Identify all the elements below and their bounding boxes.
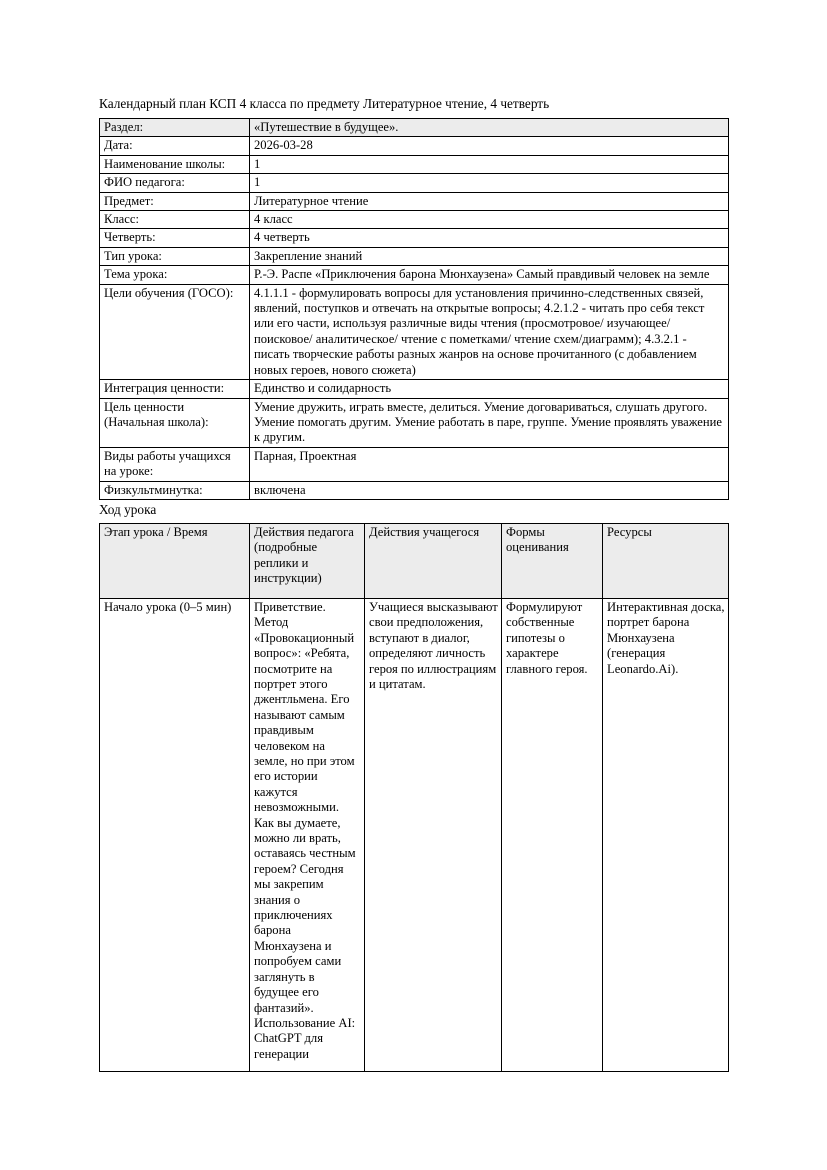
table-header-row <box>100 523 729 598</box>
info-value: 1 <box>250 174 729 192</box>
table-row <box>100 119 729 137</box>
info-value: 4 класс <box>250 211 729 229</box>
table-row <box>100 284 729 379</box>
table-row <box>100 174 729 192</box>
cell-resources: Интерактивная доска, портрет барона Мюнхаузена (генерация Leonardo.Ai). <box>603 598 729 1071</box>
cell-teacher-actions: Приветствие. Метод «Провокационный вопрос»: «Ребята, посмотрите на портрет этого джентльмена. Его называют самым правдивым человеком на земле, но при этом его истории кажутся невозможными. Как вы думаете, можно ли врать, оставаясь честным героем? Сегодня мы закрепим знания о приключениях барона Мюнхаузена и попробуем сами заглянуть в будущее его фантазий». Использование AI: ChatGPT для генерации <box>250 598 365 1071</box>
table-row <box>100 211 729 229</box>
info-value: Р.-Э. Распе «Приключения барона Мюнхаузена» Самый правдивый человек на земле <box>250 266 729 284</box>
table-row <box>100 380 729 398</box>
info-value: включена <box>250 481 729 499</box>
info-label: Физкультминутка: <box>100 481 250 499</box>
info-label: Дата: <box>100 137 250 155</box>
table-row <box>100 266 729 284</box>
column-header-student-actions: Действия учащегося <box>365 523 502 598</box>
info-label: Наименование школы: <box>100 155 250 173</box>
info-label: Тема урока: <box>100 266 250 284</box>
table-row <box>100 447 729 481</box>
info-label: Предмет: <box>100 192 250 210</box>
page-title: Календарный план КСП 4 класса по предмету Литературное чтение, 4 четверть <box>99 96 550 111</box>
lesson-flow-body <box>100 598 729 1071</box>
table-row <box>100 598 729 1071</box>
table-row <box>100 137 729 155</box>
column-header-stage: Этап урока / Время <box>100 523 250 598</box>
info-label: Цели обучения (ГОСО): <box>100 284 250 379</box>
info-label: Раздел: <box>100 119 250 137</box>
info-value: Единство и солидарность <box>250 380 729 398</box>
column-header-teacher-actions: Действия педагога (подробные реплики и инструкции) <box>250 523 365 598</box>
info-label: Виды работы учащихся на уроке: <box>100 447 250 481</box>
info-label: ФИО педагога: <box>100 174 250 192</box>
table-row <box>100 481 729 499</box>
cell-assessment: Формулируют собственные гипотезы о характере главного героя. <box>502 598 603 1071</box>
table-row <box>100 192 729 210</box>
table-row <box>100 398 729 447</box>
column-header-assessment: Формы оценивания <box>502 523 603 598</box>
info-value: 2026-03-28 <box>250 137 729 155</box>
info-label: Класс: <box>100 211 250 229</box>
info-value: «Путешествие в будущее». <box>250 119 729 137</box>
info-label: Тип урока: <box>100 247 250 265</box>
table-row <box>100 229 729 247</box>
table-row <box>100 155 729 173</box>
lesson-info-table <box>99 118 729 500</box>
lesson-flow-heading: Ход урока <box>99 501 157 517</box>
info-value: Закрепление знаний <box>250 247 729 265</box>
lesson-info-body <box>100 119 729 500</box>
lesson-flow-table <box>99 523 729 1072</box>
info-value: 1 <box>250 155 729 173</box>
info-label: Четверть: <box>100 229 250 247</box>
info-label: Интеграция ценности: <box>100 380 250 398</box>
info-value: 4 четверть <box>250 229 729 247</box>
info-value: Литературное чтение <box>250 192 729 210</box>
info-value: 4.1.1.1 - формулировать вопросы для установления причинно-следственных связей, явлений, поступков и отвечать на открытые вопросы; 4.2.1.2 - читать про себя текст или его части, используя различные виды чтения (просмотровое/ изучающее/поисковое/ аналитическое/ чтение с пометками/ чтение схем/диаграмм); 4.3.2.1 - писать творческие работы разных жанров на основе прочитанного (с добавлением новых героев, нового сюжета) <box>250 284 729 379</box>
column-header-resources: Ресурсы <box>603 523 729 598</box>
table-row <box>100 247 729 265</box>
info-label: Цель ценности (Начальная школа): <box>100 398 250 447</box>
lesson-flow-header <box>100 523 729 598</box>
cell-stage: Начало урока (0–5 мин) <box>100 598 250 1071</box>
cell-student-actions: Учащиеся высказывают свои предположения, вступают в диалог, определяют личность героя по иллюстрациям и цитатам. <box>365 598 502 1071</box>
info-value: Парная, Проектная <box>250 447 729 481</box>
info-value: Умение дружить, играть вместе, делиться. Умение договариваться, слушать другого. Умение помогать другим. Умение работать в паре, группе. Умение проявлять уважение к другим. <box>250 398 729 447</box>
